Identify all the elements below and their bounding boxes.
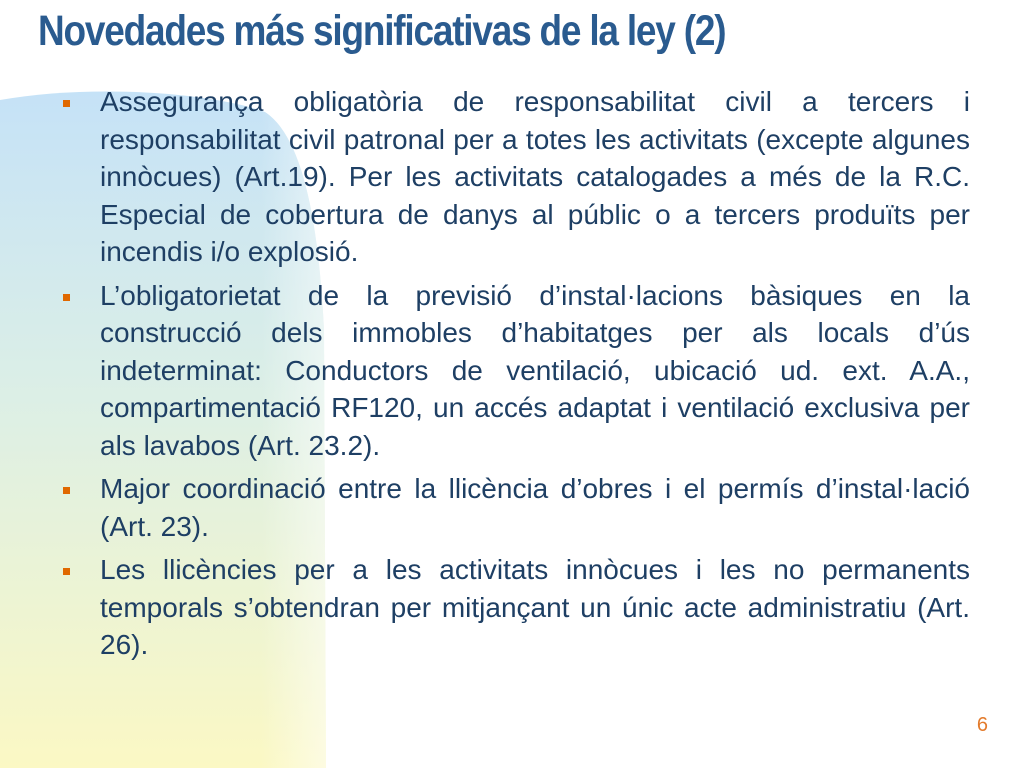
- bullet-text: Les llicències per a les activitats innòcues i les no permanents temporals s’obtendran per mitjançant un únic acte administratiu (Art. 26).: [100, 554, 970, 660]
- square-bullet-icon: [63, 487, 70, 494]
- bullet-text: Assegurança obligatòria de responsabilitat civil a tercers i responsabilitat civil patronal per a totes les activitats (excepte algunes innòcues) (Art.19). Per les activitats catalogades a més de la R.C. Especial de cobertura de danys al públic o a tercers produïts per incendis i/o explosió.: [100, 86, 970, 267]
- slide-title: Novedades más significativas de la ley (2): [38, 7, 726, 55]
- square-bullet-icon: [63, 294, 70, 301]
- square-bullet-icon: [63, 568, 70, 575]
- bullet-item: [100, 551, 970, 664]
- bullet-text: Major coordinació entre la llicència d’obres i el permís d’instal·lació (Art. 23).: [100, 473, 970, 542]
- bullet-item: [100, 277, 970, 465]
- bullet-item: [100, 470, 970, 545]
- bullet-item: [100, 83, 970, 271]
- square-bullet-icon: [63, 100, 70, 107]
- bullet-list: [100, 83, 970, 670]
- page-number: 6: [976, 714, 988, 736]
- bullet-text: L’obligatorietat de la previsió d’instal·lacions bàsiques en la construcció dels immobles d’habitatges per als locals d’ús indeterminat: Conductors de ventilació, ubicació ud. ext. A.A., compartimentació RF120, un accés adaptat i ventilació exclusiva per als lavabos (Art. 23.2).: [100, 279, 970, 461]
